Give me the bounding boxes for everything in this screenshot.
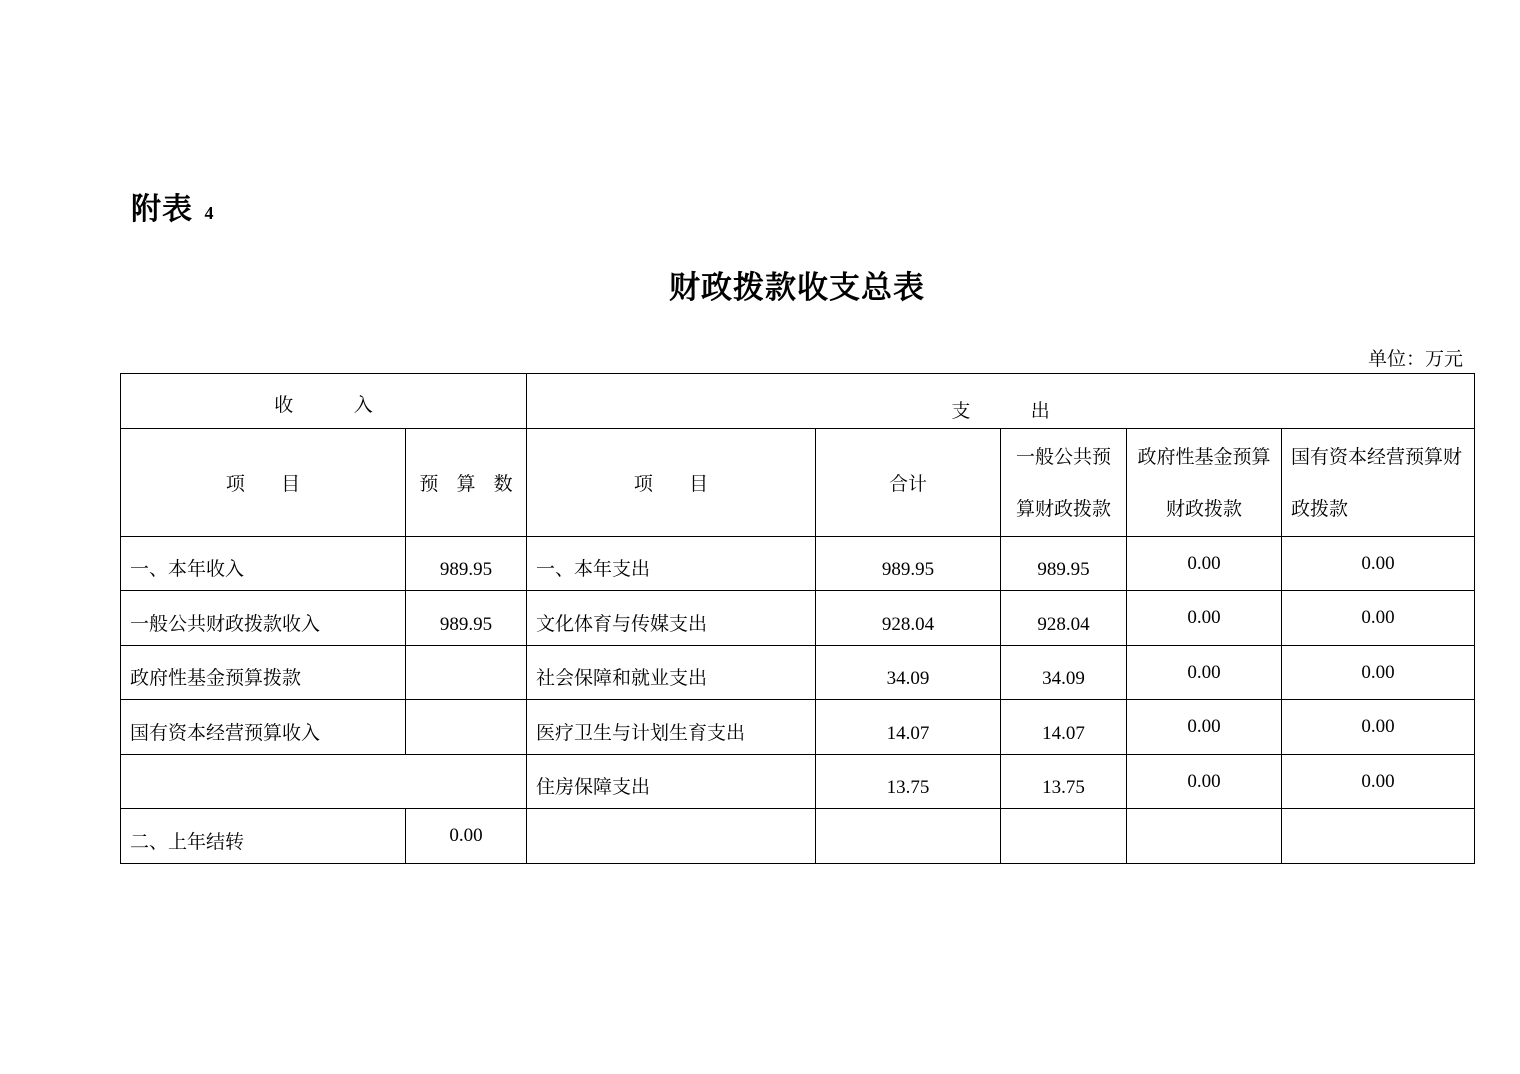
appendix-prefix: 附表: [131, 192, 193, 227]
expense-item-cell: 住房保障支出: [527, 755, 816, 809]
total-cell: 928.04: [816, 591, 1001, 646]
fiscal-appropriation-table: [120, 373, 1475, 864]
total-cell: 13.75: [816, 755, 1001, 809]
fund-budget-cell: 0.00: [1127, 700, 1282, 755]
expense-section-header: 支 出: [527, 374, 1475, 429]
general-budget-header: [1001, 429, 1127, 537]
state-capital-header: [1282, 429, 1475, 537]
table-row: [121, 700, 1475, 755]
table-row: [121, 755, 1475, 809]
income-budget-cell: 989.95: [406, 537, 527, 591]
state-capital-cell: [1282, 809, 1475, 864]
state-capital-cell: 0.00: [1282, 646, 1475, 700]
fund-budget-cell: 0.00: [1127, 755, 1282, 809]
appendix-number: 4: [204, 203, 215, 223]
fund-budget-cell: [1127, 809, 1282, 864]
header-row-sections: [121, 374, 1475, 429]
total-cell: 34.09: [816, 646, 1001, 700]
income-budget-header: 预 算 数: [406, 429, 527, 537]
general-budget-cell: 928.04: [1001, 591, 1127, 646]
general-budget-cell: 13.75: [1001, 755, 1127, 809]
income-budget-cell: 0.00: [406, 809, 527, 864]
document-title: 财政拨款收支总表: [669, 270, 925, 306]
state-capital-header-line2: 政拨款: [1291, 497, 1349, 520]
income-section-header: 收 入: [121, 374, 527, 429]
expense-item-cell: 医疗卫生与计划生育支出: [527, 700, 816, 755]
income-budget-cell: 989.95: [406, 591, 527, 646]
fund-budget-header-line2: 财政拨款: [1165, 497, 1242, 520]
income-item-cell: 一般公共财政拨款收入: [121, 591, 406, 646]
fund-budget-cell: 0.00: [1127, 646, 1282, 700]
fund-budget-cell: 0.00: [1127, 591, 1282, 646]
general-budget-cell: 34.09: [1001, 646, 1127, 700]
table-row: [121, 809, 1475, 864]
income-item-cell: 一、本年收入: [121, 537, 406, 591]
income-budget-cell: [406, 700, 527, 755]
general-budget-header-line1: 一般公共预: [1015, 445, 1111, 468]
total-cell: [816, 809, 1001, 864]
table-row: [121, 591, 1475, 646]
income-budget-cell: [406, 646, 527, 700]
general-budget-header-line2: 算财政拨款: [1015, 497, 1111, 520]
general-budget-cell: 14.07: [1001, 700, 1127, 755]
expense-item-cell: 一、本年支出: [527, 537, 816, 591]
income-item-cell: 国有资本经营预算收入: [121, 700, 406, 755]
expense-item-cell: 文化体育与传媒支出: [527, 591, 816, 646]
state-capital-cell: 0.00: [1282, 591, 1475, 646]
income-item-cell: 政府性基金预算拨款: [121, 646, 406, 700]
total-header: 合计: [816, 429, 1001, 537]
state-capital-cell: 0.00: [1282, 537, 1475, 591]
income-item-cell: [121, 755, 527, 809]
total-cell: 14.07: [816, 700, 1001, 755]
fund-budget-header-line1: 政府性基金预算: [1137, 445, 1271, 468]
state-capital-cell: 0.00: [1282, 755, 1475, 809]
general-budget-cell: 989.95: [1001, 537, 1127, 591]
expense-item-cell: [527, 809, 816, 864]
table-row: [121, 646, 1475, 700]
fund-budget-header: [1127, 429, 1282, 537]
expense-item-header: 项 目: [527, 429, 816, 537]
unit-label: 单位：万元: [1367, 348, 1463, 370]
general-budget-cell: [1001, 809, 1127, 864]
state-capital-cell: 0.00: [1282, 700, 1475, 755]
appendix-label: [131, 184, 214, 228]
fund-budget-cell: 0.00: [1127, 537, 1282, 591]
expense-item-cell: 社会保障和就业支出: [527, 646, 816, 700]
header-row-columns: [121, 429, 1475, 537]
table-row: [121, 537, 1475, 591]
income-item-cell: 二、上年结转: [121, 809, 406, 864]
total-cell: 989.95: [816, 537, 1001, 591]
state-capital-header-line1: 国有资本经营预算财: [1291, 445, 1463, 468]
income-item-header: 项 目: [121, 429, 406, 537]
